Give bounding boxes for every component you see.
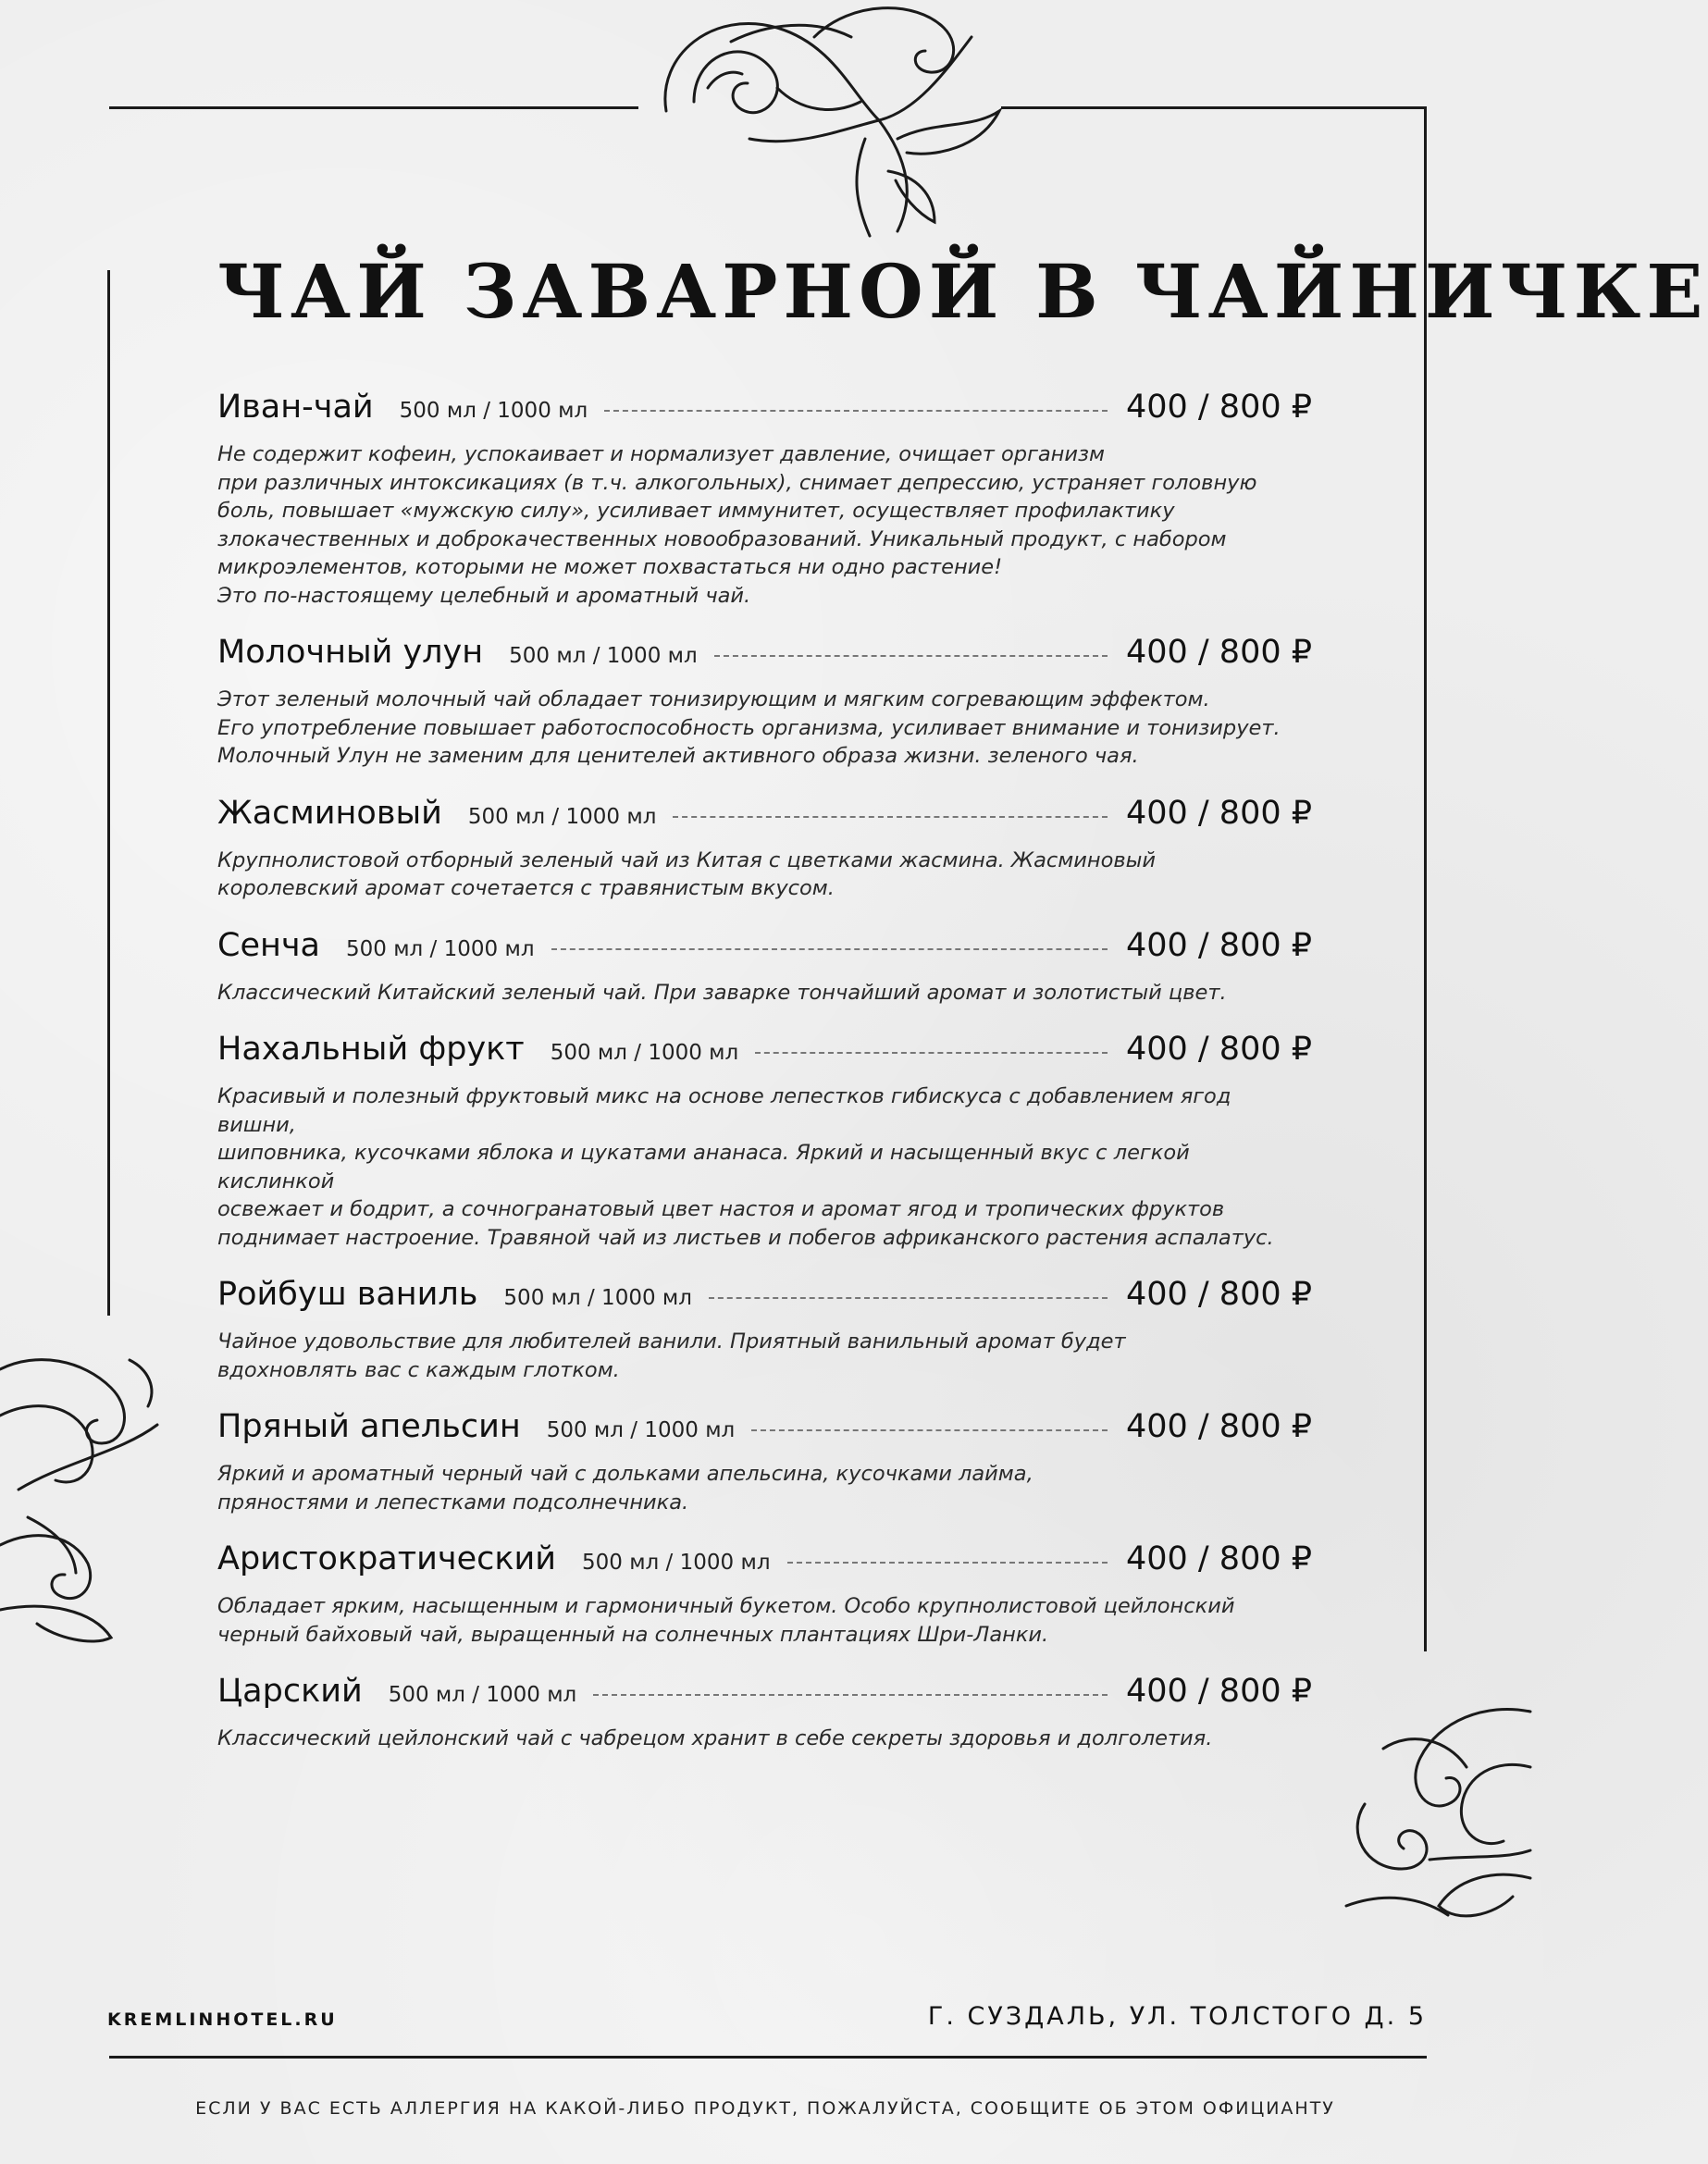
frame-left-line [107, 270, 110, 1316]
dotted-leader [709, 1297, 1108, 1299]
dotted-leader [551, 948, 1108, 950]
item-volume: 500 мл / 1000 мл [581, 1551, 771, 1575]
item-price: 400 / 800 ₽ [1125, 1673, 1312, 1710]
item-price: 400 / 800 ₽ [1125, 1408, 1312, 1445]
item-volume: 500 мл / 1000 мл [345, 936, 535, 961]
item-volume: 500 мл / 1000 мл [467, 804, 657, 829]
menu-item [217, 927, 1312, 1008]
page-title: ЧАЙ ЗАВАРНОЙ В ЧАЙНИЧКЕ [217, 248, 1708, 335]
item-name: Пряный апельсин [217, 1408, 521, 1445]
dotted-leader [787, 1562, 1108, 1564]
item-price: 400 / 800 ₽ [1125, 794, 1312, 832]
ornament-swirl-icon [1328, 1693, 1530, 1934]
allergy-note: ЕСЛИ У ВАС ЕСТЬ АЛЛЕРГИЯ НА КАКОЙ-ЛИБО ПРОДУКТ, ПОЖАЛУЙСТА, СООБЩИТЕ ОБ ЭТОМ ОФИЦИАНТУ [195, 2098, 1335, 2119]
dotted-leader [751, 1429, 1108, 1431]
menu-item [217, 389, 1312, 610]
item-volume: 500 мл / 1000 мл [550, 1041, 739, 1065]
item-description: Не содержит кофеин, успокаивает и нормализует давление, очищает организм при различных интоксикациях (в т.ч. алкогольных), снимает депрессию, устраняет головную боль, повышает «мужскую силу», усиливает иммунитет, осуществляет профилактику злокачественных и доброкачественных новообразований. Уникальный продукт, с набором микроэлементов, которыми не может похвастаться ни одно растение! Это по-настоящему целебный и ароматный чай. [217, 442, 1257, 608]
item-price: 400 / 800 ₽ [1125, 926, 1312, 964]
item-name: Молочный улун [217, 634, 484, 671]
footer-divider [109, 2056, 1427, 2059]
item-name: Сенча [217, 926, 320, 964]
dotted-leader [714, 655, 1108, 657]
item-description: Крупнолистовой отборный зеленый чай из Китая с цветками жасмина. Жасминовый королевский аромат сочетается с травянистым вкусом. [217, 847, 1157, 900]
item-description: Чайное удовольствие для любителей ванили. Приятный ванильный аромат будет вдохновлять вас с каждым глотком. [217, 1329, 1126, 1382]
frame-right-line [1424, 106, 1427, 1651]
item-description: Классический цейлонский чай с чабрецом хранит в себе секреты здоровья и долголетия. [217, 1726, 1213, 1750]
menu-item [217, 1408, 1312, 1516]
item-volume: 500 мл / 1000 мл [546, 1418, 736, 1442]
dotted-leader [673, 816, 1108, 818]
item-price: 400 / 800 ₽ [1125, 389, 1312, 426]
menu-item [217, 1540, 1312, 1649]
item-description: Этот зеленый молочный чай обладает тонизирующим и мягким согревающим эффектом. Его употребление повышает работоспособность организма, усиливает внимание и тонизирует. Молочный Улун не заменим для ценителей активного образа жизни. зеленого чая. [217, 687, 1281, 768]
ornament-swirl-icon [638, 0, 1027, 250]
dotted-leader [593, 1694, 1108, 1696]
item-name: Царский [217, 1673, 363, 1710]
item-name: Ройбуш ваниль [217, 1276, 478, 1313]
menu-item [217, 795, 1312, 903]
item-name: Иван-чай [217, 389, 374, 426]
item-description: Обладает ярким, насыщенным и гармоничный букетом. Особо крупнолистовой цейлонский черный байховый чай, выращенный на солнечных плантациях Шри-Ланки. [217, 1594, 1235, 1647]
item-description: Яркий и ароматный черный чай с дольками апельсина, кусочками лайма, пряностями и лепестками подсолнечника. [217, 1462, 1033, 1515]
frame-top-right-line [1001, 106, 1427, 109]
menu-list [217, 389, 1312, 1777]
menu-item [217, 1031, 1312, 1252]
menu-item [217, 634, 1312, 771]
item-price: 400 / 800 ₽ [1125, 1540, 1312, 1577]
item-name: Нахальный фрукт [217, 1031, 525, 1068]
menu-item [217, 1276, 1312, 1384]
dotted-leader [604, 410, 1108, 412]
item-price: 400 / 800 ₽ [1125, 1276, 1312, 1313]
frame-top-left-line [109, 106, 638, 109]
item-volume: 500 мл / 1000 мл [509, 644, 698, 668]
menu-item [217, 1673, 1312, 1753]
item-volume: 500 мл / 1000 мл [503, 1286, 692, 1310]
item-name: Аристократический [217, 1540, 556, 1577]
item-name: Жасминовый [217, 794, 442, 832]
item-volume: 500 мл / 1000 мл [399, 399, 588, 423]
dotted-leader [755, 1052, 1108, 1054]
item-volume: 500 мл / 1000 мл [388, 1683, 577, 1707]
footer-website: KREMLINHOTEL.RU [107, 2009, 338, 2030]
item-description: Красивый и полезный фруктовый микс на основе лепестков гибискуса с добавлением ягод вишни, шиповника, кусочками яблока и цукатами ананаса. Яркий и насыщенный вкус с легкой кислинкой освежает и бодрит, а сочногранатовый цвет настоя и аромат ягод и тропических фруктов поднимает настроение. Травяной чай из листьев и побегов африканского растения аспалатус. [217, 1084, 1274, 1250]
item-price: 400 / 800 ₽ [1125, 634, 1312, 671]
ornament-swirl-icon [0, 1332, 167, 1665]
item-description: Классический Китайский зеленый чай. При заварке тончайший аромат и золотистый цвет. [217, 980, 1227, 1005]
item-price: 400 / 800 ₽ [1125, 1031, 1312, 1068]
footer-address: Г. СУЗДАЛЬ, УЛ. ТОЛСТОГО Д. 5 [927, 2002, 1427, 2031]
